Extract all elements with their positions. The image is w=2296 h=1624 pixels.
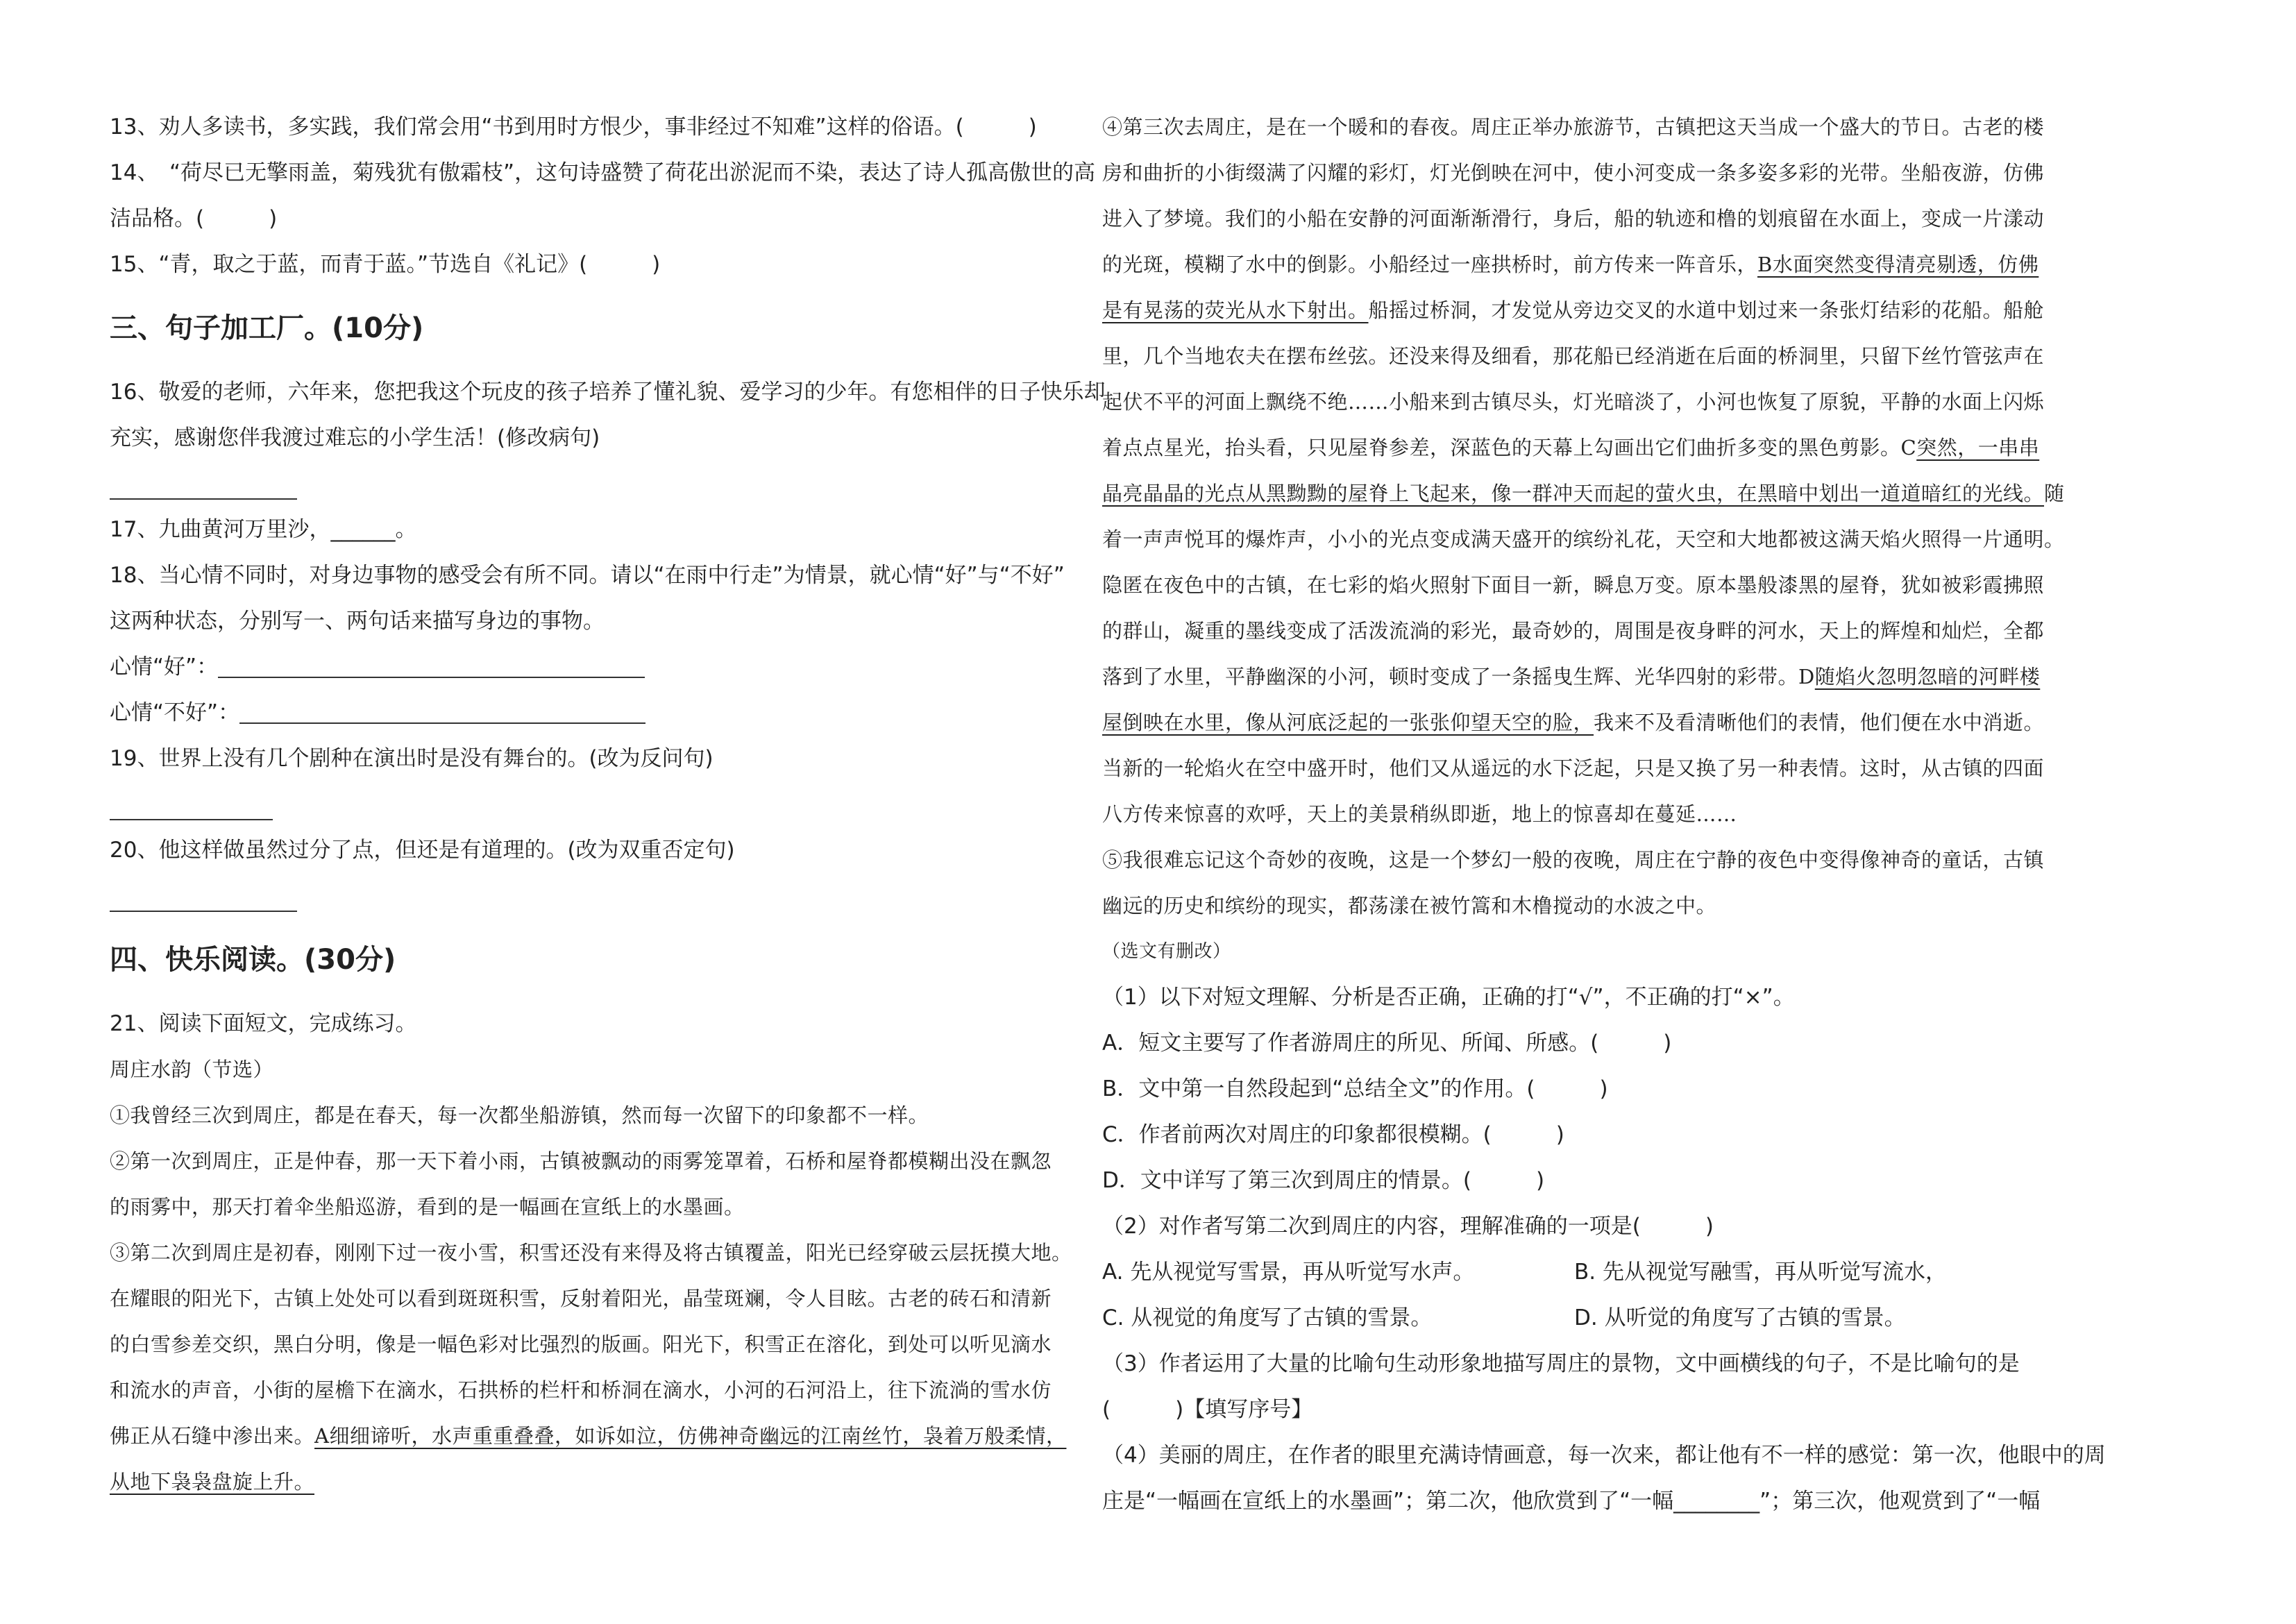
subquestion-1-option-d[interactable]: D．文中详写了第三次到周庄的情景。( ) bbox=[1102, 1168, 1545, 1193]
paragraph-4-line-1: ④第三次去周庄，是在一个暖和的春夜。周庄正举办旅游节，古镇把这天当成一个盛大的节日。古老的楼 bbox=[1102, 115, 2045, 139]
answer-blank[interactable] bbox=[110, 471, 297, 500]
paragraph-4-line-6: 里，几个当地农夫在摆布丝弦。还没来得及细看，那花船已经消逝在后面的桥洞里，只留下丝竹管弦声在 bbox=[1102, 344, 2045, 368]
section-3-heading: 三、句子加工厂。(10分) bbox=[110, 312, 424, 344]
question-18-line-2: 这两种状态，分别写一、两句话来描写身边的事物。 bbox=[110, 609, 605, 634]
underlined-sentence-a-end: 从地下袅袅盘旋上升。 bbox=[110, 1470, 315, 1494]
paragraph-3-line-5 bbox=[110, 1413, 1067, 1459]
underlined-sentence-c: 突然，一串串 bbox=[1916, 436, 2040, 459]
question-19: 19、世界上没有几个剧种在演出时是没有舞台的。(改为反问句) bbox=[110, 746, 714, 771]
subquestion-2-option-b[interactable]: B. 先从视觉写融雪，再从听觉写流水， bbox=[1574, 1260, 1947, 1285]
question-17: 17、九曲黄河万里沙，______。 bbox=[110, 517, 417, 542]
question-21: 21、阅读下面短文，完成练习。 bbox=[110, 1011, 417, 1036]
paragraph-4-line-16: 八方传来惊喜的欢呼，天上的美景稍纵即逝，地上的惊喜却在蔓延…… bbox=[1102, 802, 1737, 826]
question-14-line-1: 14、 “荷尽已无擎雨盖，菊残犹有傲霜枝”，这句诗盛赞了荷花出淤泥而不染，表达了诗人孤高傲世的高 bbox=[110, 160, 1096, 185]
paragraph-3-line-6 bbox=[110, 1459, 1067, 1505]
answer-blank[interactable] bbox=[110, 791, 273, 820]
paragraph-3-text: 佛正从石缝中渗出来。 bbox=[110, 1424, 315, 1448]
question-14-line-2: 洁品格。( ) bbox=[110, 206, 278, 231]
question-19-answer-line[interactable] bbox=[110, 781, 1067, 827]
paragraph-4-line-13 bbox=[1102, 654, 2046, 700]
underlined-sentence-c-end: 晶亮晶晶的光点从黑黝黝的屋脊上飞起来，像一群冲天而起的萤火虫，在黑暗中划出一道道暗红的光线。 bbox=[1102, 482, 2045, 505]
paragraph-4-line-10: 着一声声悦耳的爆炸声，小小的光点变成满天盛开的缤纷礼花，天空和大地都被这满天焰火照得一片通明。 bbox=[1102, 527, 2065, 551]
excerpt-note: （选文有删改） bbox=[1102, 941, 1231, 962]
underlined-sentence-a: A细细谛听，水声重重叠叠，如诉如泣，仿佛神奇幽远的江南丝竹，袅着万般柔情， bbox=[314, 1424, 1067, 1448]
paragraph-4-line-7: 起伏不平的河面上飘绕不绝……小船来到古镇尽头，灯光暗淡了，小河也恢复了原貌，平静的水面上闪烁 bbox=[1102, 390, 2045, 414]
question-13: 13、劝人多读书，多实践，我们常会用“书到用时方恨少，事非经过不知难”这样的俗语。( ) bbox=[110, 115, 1037, 139]
subquestion-2-option-d[interactable]: D. 从听觉的角度写了古镇的雪景。 bbox=[1574, 1305, 1906, 1330]
paragraph-4-line-5 bbox=[1102, 287, 2046, 333]
paragraph-2-line-2: 的雨雾中，那天打着伞坐船巡游，看到的是一幅画在宣纸上的水墨画。 bbox=[110, 1195, 745, 1219]
paragraph-4-text: 随 bbox=[2044, 482, 2065, 505]
subquestion-2: （2）对作者写第二次到周庄的内容，理解准确的一项是( ) bbox=[1102, 1214, 1714, 1239]
paragraph-4-line-2: 房和曲折的小街缀满了闪耀的彩灯，灯光倒映在河中，使小河变成一条多姿多彩的光带。坐船夜游，仿佛 bbox=[1102, 161, 2045, 185]
underlined-sentence-d: 随焰火忽明忽暗的河畔楼 bbox=[1814, 665, 2041, 688]
mood-bad-label: 心情“不好”： bbox=[110, 700, 240, 725]
paragraph-3-line-2: 在耀眼的阳光下，古镇上处处可以看到斑斑积雪，反射着阳光，晶莹斑斓，令人目眩。古老的砖石和清新 bbox=[110, 1287, 1052, 1310]
paragraph-2-line-1: ②第一次到周庄，正是仲春，那一天下着小雨，古镇被飘动的雨雾笼罩着，石桥和屋脊都模糊出没在飘忽 bbox=[110, 1149, 1052, 1173]
paragraph-4-text: 落到了水里，平静幽深的小河，顿时变成了一条摇曳生辉、光华四射的彩带。D bbox=[1102, 665, 1815, 688]
underlined-sentence-d-end: 屋倒映在水里，像从河底泛起的一张张仰望天空的脸， bbox=[1102, 711, 1594, 734]
subquestion-2-option-c[interactable]: C. 从视觉的角度写了古镇的雪景。 bbox=[1102, 1305, 1433, 1330]
question-16-line-1: 16、敬爱的老师，六年来，您把我这个玩皮的孩子培养了懂礼貌、爱学习的少年。有您相伴的日子快乐却 bbox=[110, 380, 1106, 405]
paragraph-4-line-15: 当新的一轮焰火在空中盛开时，他们又从遥远的水下泛起，只是又换了另一种表情。这时，从古镇的四面 bbox=[1102, 756, 2045, 780]
subquestion-4-line-1: （4）美丽的周庄，在作者的眼里充满诗情画意，每一次来，都让他有不一样的感觉：第一次，他眼中的周 bbox=[1102, 1443, 2106, 1468]
paragraph-4-line-9 bbox=[1102, 471, 2065, 516]
answer-blank[interactable] bbox=[110, 883, 297, 912]
paragraph-4-line-4 bbox=[1102, 242, 2046, 287]
subquestion-2-options-row-2 bbox=[1102, 1295, 2046, 1341]
paragraph-5-line-1: ⑤我很难忘记这个奇妙的夜晚，这是一个梦幻一般的夜晚，周庄在宁静的夜色中变得像神奇的童话，古镇 bbox=[1102, 848, 2045, 872]
right-column bbox=[1102, 104, 2106, 1524]
passage-title: 周庄水韵（节选） bbox=[110, 1058, 274, 1081]
underlined-sentence-b: B水面突然变得清亮剔透，仿佛 bbox=[1757, 253, 2039, 276]
subquestion-1-option-c[interactable]: C．作者前两次对周庄的印象都很模糊。( ) bbox=[1102, 1122, 1564, 1147]
left-column bbox=[110, 104, 1106, 1505]
paragraph-5-line-2: 幽远的历史和缤纷的现实，都荡漾在被竹篙和木橹搅动的水波之中。 bbox=[1102, 894, 1717, 917]
paragraph-3-line-3: 的白雪参差交织，黑白分明，像是一幅色彩对比强烈的版画。阳光下，积雪正在溶化，到处可以听见滴水 bbox=[110, 1333, 1052, 1356]
mood-bad-blank[interactable] bbox=[239, 695, 645, 724]
paragraph-4-line-14 bbox=[1102, 700, 2046, 745]
mood-good-row bbox=[110, 644, 1067, 690]
mood-good-blank[interactable] bbox=[218, 649, 645, 678]
paragraph-4-text: 船摇过桥洞，才发觉从旁边交叉的水道中划过来一条张灯结彩的花船。船舱 bbox=[1368, 298, 2045, 322]
paragraph-4-line-8 bbox=[1102, 425, 2046, 471]
subquestion-2-options-row-1 bbox=[1102, 1249, 2046, 1295]
mood-good-label: 心情“好”： bbox=[110, 654, 219, 679]
section-4-heading: 四、快乐阅读。(30分) bbox=[110, 944, 396, 976]
paragraph-1: ①我曾经三次到周庄，都是在春天，每一次都坐船游镇，然而每一次留下的印象都不一样。 bbox=[110, 1103, 929, 1127]
subquestion-1-option-b[interactable]: B．文中第一自然段起到“总结全文”的作用。( ) bbox=[1102, 1076, 1608, 1101]
paragraph-4-text: 的光斑，模糊了水中的倒影。小船经过一座拱桥时，前方传来一阵音乐， bbox=[1102, 253, 1758, 276]
question-20: 20、他这样做虽然过分了点，但还是有道理的。(改为双重否定句) bbox=[110, 838, 735, 863]
paragraph-3-line-1: ③第二次到周庄是初春，刚刚下过一夜小雪，积雪还没有来得及将古镇覆盖，阳光已经穿破云层抚摸大地。 bbox=[110, 1241, 1072, 1264]
question-16-answer-line[interactable] bbox=[110, 461, 1067, 507]
subquestion-1: （1）以下对短文理解、分析是否正确，正确的打“√”，不正确的打“×”。 bbox=[1102, 985, 1795, 1010]
subquestion-3-line-1: （3）作者运用了大量的比喻句生动形象地描写周庄的景物，文中画横线的句子，不是比喻句的是 bbox=[1102, 1351, 2020, 1376]
question-16-line-2: 充实，感谢您伴我渡过难忘的小学生活！(修改病句) bbox=[110, 425, 600, 450]
mood-bad-row bbox=[110, 690, 1067, 736]
subquestion-1-option-a[interactable]: A．短文主要写了作者游周庄的所见、所闻、所感。( ) bbox=[1102, 1031, 1672, 1056]
question-18-line-1: 18、当心情不同时，对身边事物的感受会有所不同。请以“在雨中行走”为情景，就心情“好”与“不好” bbox=[110, 563, 1065, 588]
subquestion-2-option-a[interactable]: A. 先从视觉写雪景，再从听觉写水声。 bbox=[1102, 1260, 1475, 1285]
paragraph-4-line-12: 的群山，凝重的墨线变成了活泼流淌的彩光，最奇妙的，周围是夜身畔的河水，天上的辉煌和灿烂，全都 bbox=[1102, 619, 2045, 643]
paragraph-4-text: 着点点星光，抬头看，只见屋脊参差，深蓝色的天幕上勾画出它们曲折多变的黑色剪影。C bbox=[1102, 436, 1917, 459]
paragraph-4-text: 我来不及看清晰他们的表情，他们便在水中消逝。 bbox=[1594, 711, 2045, 734]
subquestion-4-line-2[interactable]: 庄是“一幅画在宣纸上的水墨画”；第二次，他欣赏到了“一幅________”；第三次，他观赏到了“一幅 bbox=[1102, 1489, 2041, 1514]
paragraph-3-line-4: 和流水的声音，小街的屋檐下在滴水，石拱桥的栏杆和桥洞在滴水，小河的石河沿上，往下流淌的雪水仿 bbox=[110, 1378, 1052, 1402]
paragraph-4-line-11: 隐匿在夜色中的古镇，在七彩的焰火照射下面目一新，瞬息万变。原本墨般漆黑的屋脊，犹如被彩霞拂照 bbox=[1102, 573, 2045, 597]
question-20-answer-line[interactable] bbox=[110, 873, 1067, 919]
underlined-sentence-b-end: 是有晃荡的荧光从水下射出。 bbox=[1102, 298, 1369, 322]
question-15: 15、“青，取之于蓝，而青于蓝。”节选自《礼记》( ) bbox=[110, 252, 661, 277]
subquestion-3-line-2[interactable]: ( )【填写序号】 bbox=[1102, 1397, 1313, 1422]
paragraph-4-line-3: 进入了梦境。我们的小船在安静的河面渐渐滑行，身后，船的轨迹和橹的划痕留在水面上，变成一片漾动 bbox=[1102, 207, 2045, 230]
